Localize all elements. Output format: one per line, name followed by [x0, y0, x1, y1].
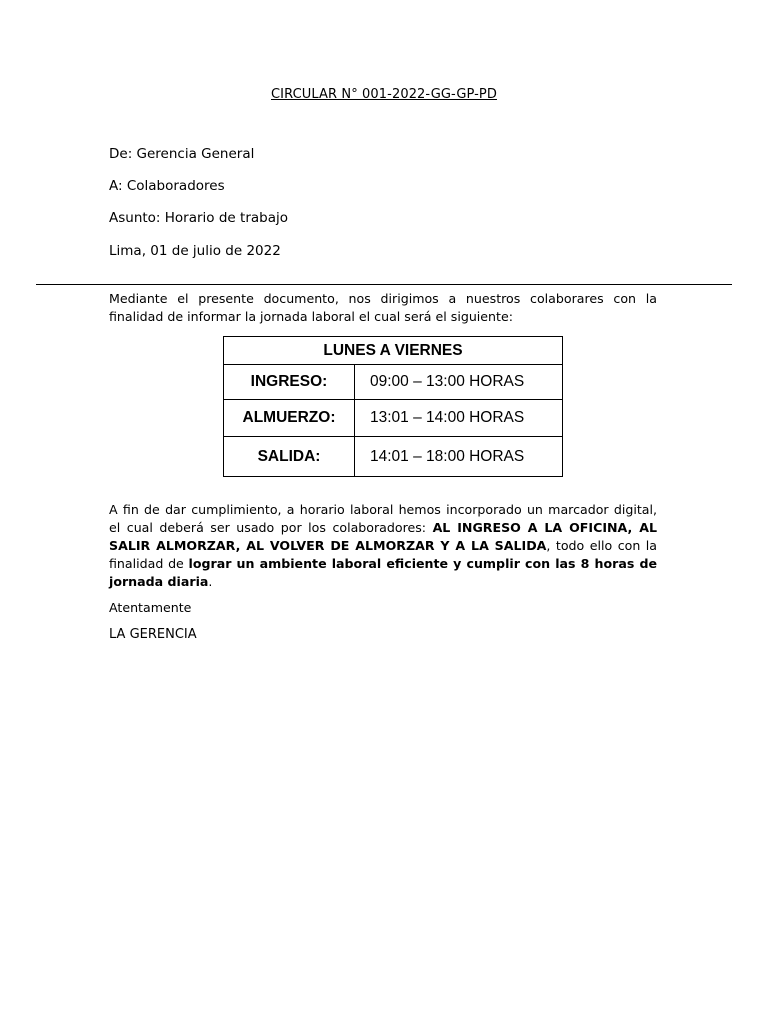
- body-text: A fin de dar cumplimiento, a horario laboral hemos incorporado un marcador digital, el cual deberá ser usado por los colaboradores:: [109, 502, 657, 535]
- schedule-value: 09:00 – 13:00 HORAS: [355, 365, 563, 400]
- schedule-label: SALIDA:: [224, 437, 355, 477]
- separator-rule: [36, 284, 732, 285]
- from-line: De: Gerencia General: [109, 146, 255, 162]
- table-row: [224, 437, 563, 477]
- schedule-label: ALMUERZO:: [224, 400, 355, 437]
- subject-line: Asunto: Horario de trabajo: [109, 210, 288, 226]
- signature: LA GERENCIA: [109, 627, 197, 642]
- schedule-label: INGRESO:: [224, 365, 355, 400]
- body-bold-text: lograr un ambiente laboral eficiente y cumplir con las 8 horas de jornada diaria: [109, 556, 657, 589]
- body-text: , todo ello con la finalidad de: [109, 538, 658, 571]
- schedule-value: 14:01 – 18:00 HORAS: [355, 437, 563, 477]
- date-line: Lima, 01 de julio de 2022: [109, 243, 281, 259]
- body-paragraph: [109, 501, 657, 591]
- schedule-table: [223, 336, 563, 477]
- schedule-value: 13:01 – 14:00 HORAS: [355, 400, 563, 437]
- body-text: .: [208, 574, 213, 589]
- schedule-heading: LUNES A VIERNES: [224, 337, 563, 365]
- intro-paragraph: Mediante el presente documento, nos dirigimos a nuestros colaborares con la finalidad de informar la jornada laboral el cual será el siguiente:: [109, 291, 657, 324]
- to-line: A: Colaboradores: [109, 178, 225, 194]
- table-row: [224, 400, 563, 437]
- body-bold-text: AL INGRESO A LA OFICINA, AL SALIR ALMORZAR, AL VOLVER DE ALMORZAR Y A LA SALIDA: [109, 520, 657, 553]
- circular-title: CIRCULAR N° 001-2022-GG-GP-PD: [271, 87, 497, 102]
- table-row: [224, 365, 563, 400]
- closing-greeting: Atentamente: [109, 600, 192, 615]
